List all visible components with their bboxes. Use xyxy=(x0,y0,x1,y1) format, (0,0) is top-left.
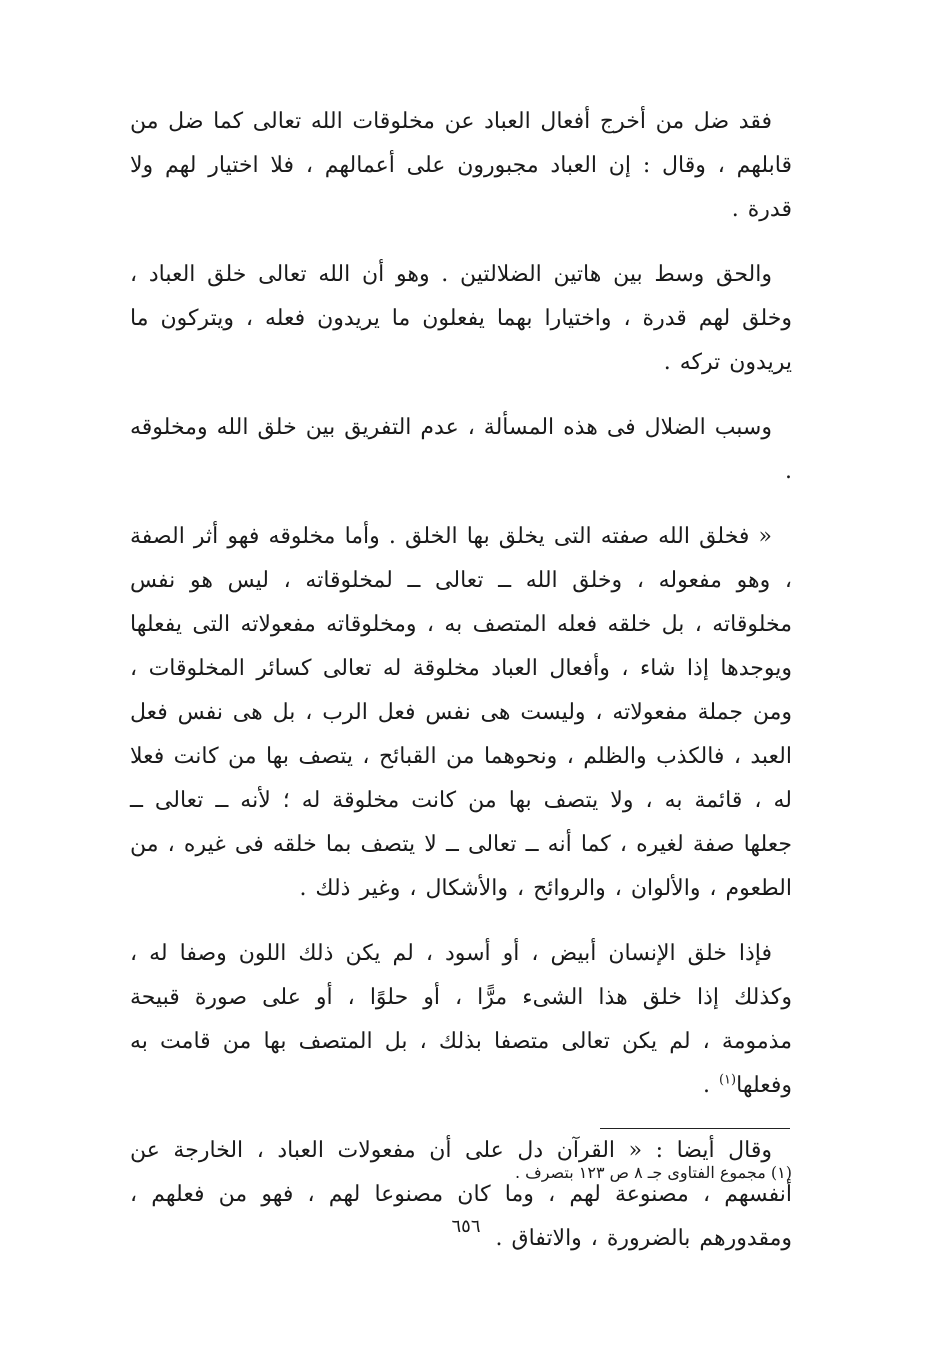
paragraph-5 xyxy=(130,932,792,1108)
footnote-reference[interactable]: (١) xyxy=(718,1072,737,1088)
footnote: (١) مجموع الفتاوى جـ ٨ ص ١٢٣ بتصرف . xyxy=(514,1163,792,1182)
paragraph-1: فقد ضل من أخرج أفعال العباد عن مخلوقات الله تعالى كما ضل من قابلهم ، وقال : إن العباد مجبورون على أعمالهم ، فلا اختيار لهم ولا قدرة . xyxy=(130,109,792,222)
paragraph-2: والحق وسط بين هاتين الضلالتين . وهو أن الله تعالى خلق العباد ، وخلق لهم قدرة ، واختيارا بهما يفعلون ما يريدون فعله ، ويتركون ما يريدون تركه . xyxy=(130,262,792,375)
body-text xyxy=(130,100,792,1282)
page-number: ٦٥٦ xyxy=(451,1216,481,1237)
paragraph-3: وسبب الضلال فى هذه المسألة ، عدم التفريق بين خلق الله ومخلوقه . xyxy=(130,415,792,484)
paragraph-6: وقال أيضا : « القرآن دل على أن مفعولات العباد ، الخارجة عن أنفسهم ، مصنوعة لهم ، وما كان مصنوعا لهم ، فهو من فعلهم ، ومقدورهم بالضرورة ، والاتفاق . xyxy=(130,1138,792,1251)
paragraph-4-quote: « فخلق الله صفته التى يخلق بها الخلق . وأما مخلوقه فهو أثر الصفة ، وهو مفعوله ، وخلق الله ــ تعالى ــ لمخلوقاته ، ليس هو نفس مخلوقاته ، بل خلقه فعله المتصف به ، ومخلوقاته مفعولاته التى يفعلها ويوجدها إذا شاء ، وأفعال العباد مخلوقة له تعالى كسائر المخلوقات ، ومن جملة مفعولاته ، وليست هى نفس فعل الرب ، بل هى نفس فعل العبد ، فالكذب والظلم ، ونحوهما من القبائح ، يتصف بها من كانت فعلا له ، قائمة به ، ولا يتصف بها من كانت مخلوقة له ؛ لأنه ــ تعالى ــ جعلها صفة لغيره ، كما أنه ــ تعالى ــ لا يتصف بما خلقه فى غيره ، من الطعوم ، والألوان ، والروائح ، والأشكال ، وغير ذلك . xyxy=(130,524,792,901)
footnote-divider xyxy=(600,1128,790,1129)
paragraph-5-end: . xyxy=(702,1073,719,1098)
paragraph-5-text: فإذا خلق الإنسان أبيض ، أو أسود ، لم يكن ذلك اللون وصفا له ، وكذلك إذا خلق هذا الشىء مرًّا ، أو حلوًا ، أو على صورة قبيحة مذمومة ، لم يكن تعالى متصفا بذلك ، بل المتصف بها من قامت به وفعلها xyxy=(130,941,792,1098)
